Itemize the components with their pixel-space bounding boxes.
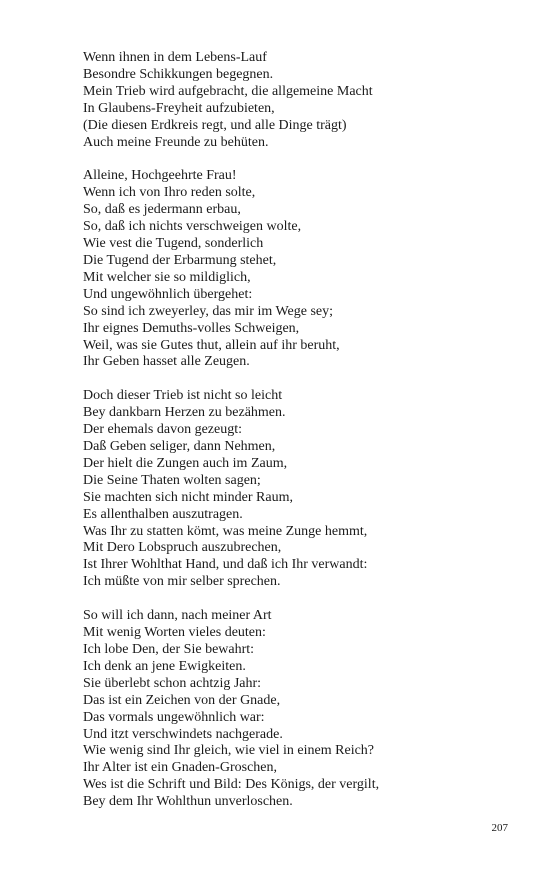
poem-line: Und ungewöhnlich übergehet: <box>83 286 253 302</box>
poem-line: Bey dankbarn Herzen zu bezähmen. <box>83 405 286 421</box>
poem-line: Die Seine Thaten wolten sagen; <box>83 472 261 488</box>
stanza-2 <box>83 168 523 371</box>
poem-line: Ihr Geben hasset alle Zeugen. <box>83 354 250 370</box>
poem-line: So sind ich zweyerley, das mir im Wege sey; <box>83 303 334 319</box>
page-number: 207 <box>491 822 508 834</box>
poem-line: Sie überlebt schon achtzig Jahr: <box>83 675 262 691</box>
poem-line: Ich müßte von mir selber sprechen. <box>83 574 281 590</box>
poem-line: Daß Geben seliger, dann Nehmen, <box>83 439 276 455</box>
poem-line: Es allenthalben auszutragen. <box>83 506 243 522</box>
stanza-4 <box>83 608 523 811</box>
poem-line: Alleine, Hochgeehrte Frau! <box>83 168 237 184</box>
poem-line: Ist Ihrer Wohlthat Hand, und daß ich Ihr verwandt: <box>83 557 368 573</box>
poem-text <box>83 50 523 828</box>
stanza-3 <box>83 388 523 591</box>
poem-line: Wie vest die Tugend, sonderlich <box>83 236 264 252</box>
poem-line: Wes ist die Schrift und Bild: Des Königs, der vergilt, <box>83 777 380 793</box>
poem-line: Die Tugend der Erbarmung stehet, <box>83 252 277 268</box>
poem-line: Mein Trieb wird aufgebracht, die allgemeine Macht <box>83 83 373 99</box>
poem-line: Ich denk an jene Ewigkeiten. <box>83 658 246 674</box>
poem-line: Und itzt verschwindets nachgerade. <box>83 726 283 742</box>
poem-line: Mit welcher sie so mildiglich, <box>83 269 251 285</box>
poem-line: Besondre Schikkungen begegnen. <box>83 66 274 82</box>
poem-line: Auch meine Freunde zu behüten. <box>83 134 269 150</box>
poem-line: Bey dem Ihr Wohlthun unverloschen. <box>83 794 293 810</box>
poem-line: Ihr eignes Demuths-volles Schweigen, <box>83 320 300 336</box>
stanza-1 <box>83 50 523 151</box>
poem-line: Wenn ich von Ihro reden solte, <box>83 185 256 201</box>
poem-line: Weil, was sie Gutes thut, allein auf ihr beruht, <box>83 337 340 353</box>
poem-line: (Die diesen Erdkreis regt, und alle Dinge trägt) <box>83 117 347 133</box>
poem-line: So, daß ich nichts verschweigen wolte, <box>83 219 302 235</box>
poem-line: Das ist ein Zeichen von der Gnade, <box>83 692 281 708</box>
poem-line: Doch dieser Trieb ist nicht so leicht <box>83 388 283 404</box>
poem-line: Ich lobe Den, der Sie bewahrt: <box>83 642 255 657</box>
poem-line: Wie wenig sind Ihr gleich, wie viel in einem Reich? <box>83 743 375 759</box>
poem-line: Das vormals ungewöhnlich war: <box>83 709 265 725</box>
poem-line: Der ehemals davon gezeugt: <box>83 422 242 438</box>
poem-line: In Glaubens-Freyheit aufzubieten, <box>83 100 275 116</box>
poem-line: So will ich dann, nach meiner Art <box>83 608 272 624</box>
poem-line: Mit Dero Lobspruch auszubrechen, <box>83 540 282 556</box>
poem-line: Ihr Alter ist ein Gnaden-Groschen, <box>83 760 277 776</box>
poem-line: So, daß es jedermann erbau, <box>83 202 241 218</box>
poem-line: Was Ihr zu statten kömt, was meine Zunge hemmt, <box>83 523 368 539</box>
poem-line: Sie machten sich nicht minder Raum, <box>83 489 293 505</box>
poem-line: Wenn ihnen in dem Lebens-Lauf <box>83 50 267 65</box>
poem-line: Mit wenig Worten vieles deuten: <box>83 625 266 641</box>
poem-line: Der hielt die Zungen auch im Zaum, <box>83 455 288 471</box>
